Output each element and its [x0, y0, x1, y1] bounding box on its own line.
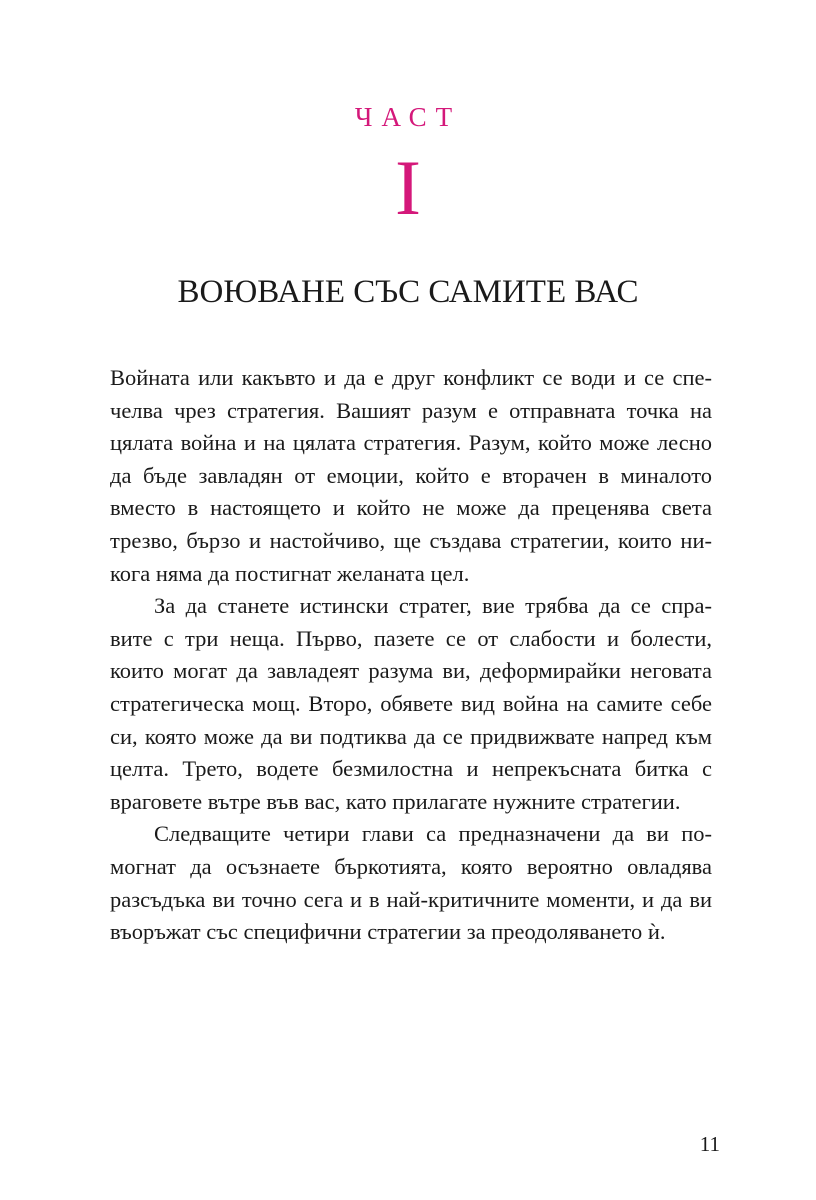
text-line: трезво, бързо и настойчиво, ще създава стратегии, които ни-	[110, 527, 712, 553]
text-line: вместо в настоящето и който не може да преценява света	[110, 495, 712, 521]
text-line: цялата война и на цялата стратегия. Разум, който може лесно	[110, 430, 712, 456]
page-number: 11	[699, 1132, 720, 1156]
text-line: си, която може да ви подтиква да се придвижвате напред към	[110, 723, 712, 749]
text-line: челва чрез стратегия. Вашият разум е отправната точка на	[110, 397, 712, 423]
part-number: I	[395, 144, 421, 231]
text-line: въоръжат със специфични стратегии за преодоляването ѝ.	[110, 919, 666, 945]
text-line: разсъдъка ви точно сега и в най-критичните моменти, и да ви	[110, 886, 712, 912]
chapter-title: ВОЮВАНЕ СЪС САМИТЕ ВАС	[177, 274, 639, 310]
text-line: враговете вътре във вас, като прилагате нужните стратегии.	[110, 788, 681, 814]
text-line: За да станете истински стратег, вие трябва да се спра-	[154, 593, 712, 619]
text-line: да бъде завладян от емоции, който е вторачен в миналото	[110, 462, 712, 488]
text-line: вите с три неща. Първо, пазете се от слабости и болести,	[110, 625, 712, 651]
text-line: Следващите четири глави са предназначени да ви по-	[154, 821, 712, 847]
text-line: които могат да завладеят разума ви, деформирайки неговата	[110, 658, 712, 684]
text-line: целта. Трето, водете безмилостна и непрекъсната битка с	[110, 756, 712, 782]
part-label: ЧАСТ	[354, 102, 462, 132]
text-line: могнат да осъзнаете бъркотията, която вероятно овладява	[110, 853, 712, 879]
text-line: Войната или какъвто и да е друг конфликт се води и се спе-	[110, 365, 712, 390]
text-line: кога няма да постигнат желаната цел.	[110, 560, 470, 586]
text-line: стратегическа мощ. Второ, обявете вид война на самите себе	[110, 690, 712, 716]
body-text	[110, 362, 712, 949]
